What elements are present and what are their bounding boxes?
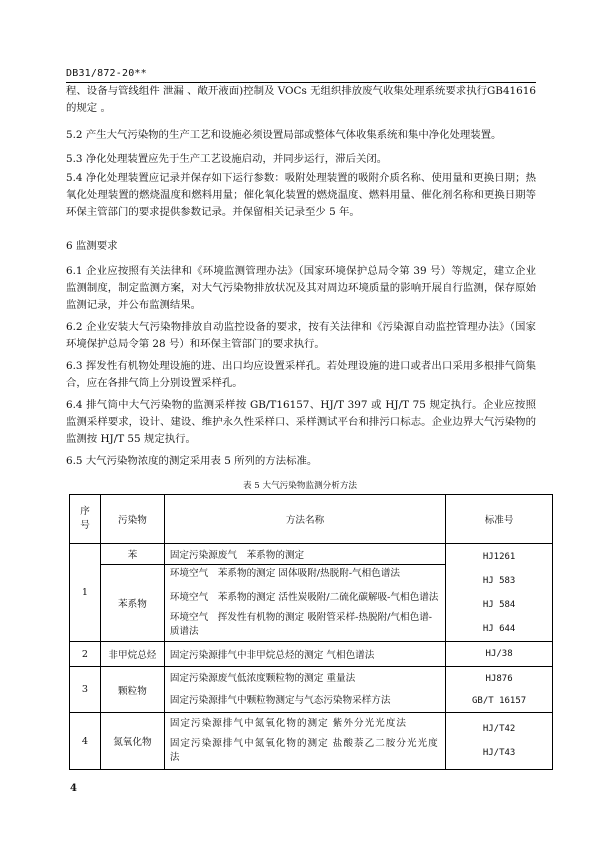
row1-standard-2: HJ 583 [482, 575, 516, 586]
row4-methods [164, 713, 445, 770]
row1-method-benzene: 固定污染源废气 苯系物的测定 [164, 544, 445, 565]
row1-pollutant-benzene-series: 苯系物 [100, 565, 164, 642]
row1-pollutant-benzene: 苯 [100, 544, 164, 565]
row4-standard-1: HJ/T42 [482, 724, 516, 734]
row3-methods [164, 667, 445, 713]
table-header-row [70, 495, 553, 544]
paragraph-6-1: 6.1 企业应按照有关法律和《环境监测管理办法》（国家环境保护总局令第 39 号）等规定，建立企业监测制度，制定监测方案，对大气污染物排放状况及其对周边环境质量的影响开展自行监测，保存原始监测记录，并公布监测结果。 [66, 265, 536, 311]
header-pollutant: 污染物 [100, 495, 164, 544]
header-seq-line1: 序 [80, 506, 90, 517]
row3-pollutant: 颗粒物 [100, 667, 164, 713]
row1-standards [446, 544, 553, 642]
paragraph-5-3: 5.3 净化处理装置应先于生产工艺设施启动，并同步运行，滞后关闭。 [66, 153, 388, 165]
section-heading-6: 6 监测要求 [66, 240, 118, 252]
table-row [70, 713, 553, 770]
row3-method-2: 固定污染源排气中颗粒物测定与气态污染物采样方法 [169, 694, 391, 706]
row1-methods-benzene-series [164, 565, 445, 642]
row1-method-4: 环境空气 挥发性有机物的测定 吸附管采样-热脱附/气相色谱-质谱法 [169, 612, 433, 637]
row3-seq: 3 [70, 667, 101, 713]
page-number: 4 [70, 783, 77, 794]
table-row [70, 544, 553, 565]
row1-standard-4: HJ 644 [482, 623, 516, 634]
paragraph-6-5: 6.5 大气污染物浓度的测定采用表 5 所列的方法标准。 [66, 455, 318, 467]
row2-pollutant: 非甲烷总烃 [100, 642, 164, 667]
document-code-header: DB31/872-20** [66, 68, 147, 79]
monitoring-methods-table [69, 494, 553, 770]
header-seq-line2: 号 [80, 520, 90, 531]
table-caption: 表 5 大气污染物监测分析方法 [242, 481, 358, 491]
row2-standard: HJ/38 [446, 642, 553, 667]
row4-standards [446, 713, 553, 770]
row2-seq: 2 [70, 642, 101, 667]
row4-method-2: 固定污染源排气中氮氧化物的测定 盐酸萘乙二胺分光光度法 [169, 738, 439, 763]
row4-pollutant: 氮氧化物 [100, 713, 164, 770]
paragraph-5-4: 5.4 净化处理装置应记录并保存如下运行参数：吸附处理装置的吸附介质名称、使用量和更换日期；热氧化处理装置的燃烧温度和燃料用量；催化氧化装置的燃烧温度、燃料用量、催化剂名称和更换日期等环保主管部门的要求提供参数记录。并保留相关记录至少 5 年。 [66, 172, 536, 218]
header-seq [70, 495, 101, 544]
table-row [70, 642, 553, 667]
paragraph-6-4: 6.4 排气筒中大气污染物的监测采样按 GB/T16157、HJ/T 397 或 HJ/T 75 规定执行。企业应按照监测采样要求，设计、建设、维护永久性采样口、采样测试平台和排污口标志。企业边界大气污染物的监测按 HJ/T 55 规定执行。 [66, 399, 536, 445]
table-row [70, 667, 553, 713]
row4-method-1: 固定污染源排气中氮氧化物的测定 紫外分光光度法 [169, 718, 407, 729]
row3-standard-1: HJ876 [485, 673, 513, 684]
row1-method-3: 环境空气 苯系物的测定 活性炭吸附/二硫化碳解吸-气相色谱法 [169, 592, 439, 603]
row3-standard-2: GB/T 16157 [471, 695, 527, 706]
paragraph-6-2: 6.2 企业安装大气污染物排放自动监控设备的要求，按有关法律和《污染源自动监控管理办法》（国家环境保护总局令第 28 号）和环保主管部门的要求执行。 [66, 321, 536, 350]
paragraph-5-2: 5.2 产生大气污染物的生产工艺和设施必须设置局部或整体气体收集系统和集中净化处理装置。 [66, 129, 502, 141]
row3-standards [446, 667, 553, 713]
row2-method: 固定污染源排气中非甲烷总烃的测定 气相色谱法 [164, 642, 445, 667]
row3-method-1: 固定污染源废气低浓度颗粒物的测定 重量法 [169, 672, 356, 684]
header-method: 方法名称 [164, 495, 445, 544]
paragraph-6-3: 6.3 挥发性有机物处理设施的进、出口均应设置采样孔。若处理设施的进口或者出口采用多根排气筒集合，应在各排气筒上分别设置采样孔。 [66, 360, 536, 389]
row1-standard-1: HJ1261 [482, 551, 516, 562]
row1-seq: 1 [70, 544, 101, 642]
row1-standard-3: HJ 584 [482, 599, 516, 610]
row1-method-2: 环境空气 苯系物的测定 固体吸附/热脱附-气相色谱法 [169, 568, 401, 579]
paragraph-continuation: 程、设备与管线组件 泄漏 、敞开液面)控制及 VOCs 无组织排放废气收集处理系统要求执行GB41616 的规定 。 [66, 85, 536, 114]
row4-standard-2: HJ/T43 [482, 748, 516, 758]
row4-seq: 4 [70, 713, 101, 770]
header-standard: 标准号 [446, 495, 553, 544]
